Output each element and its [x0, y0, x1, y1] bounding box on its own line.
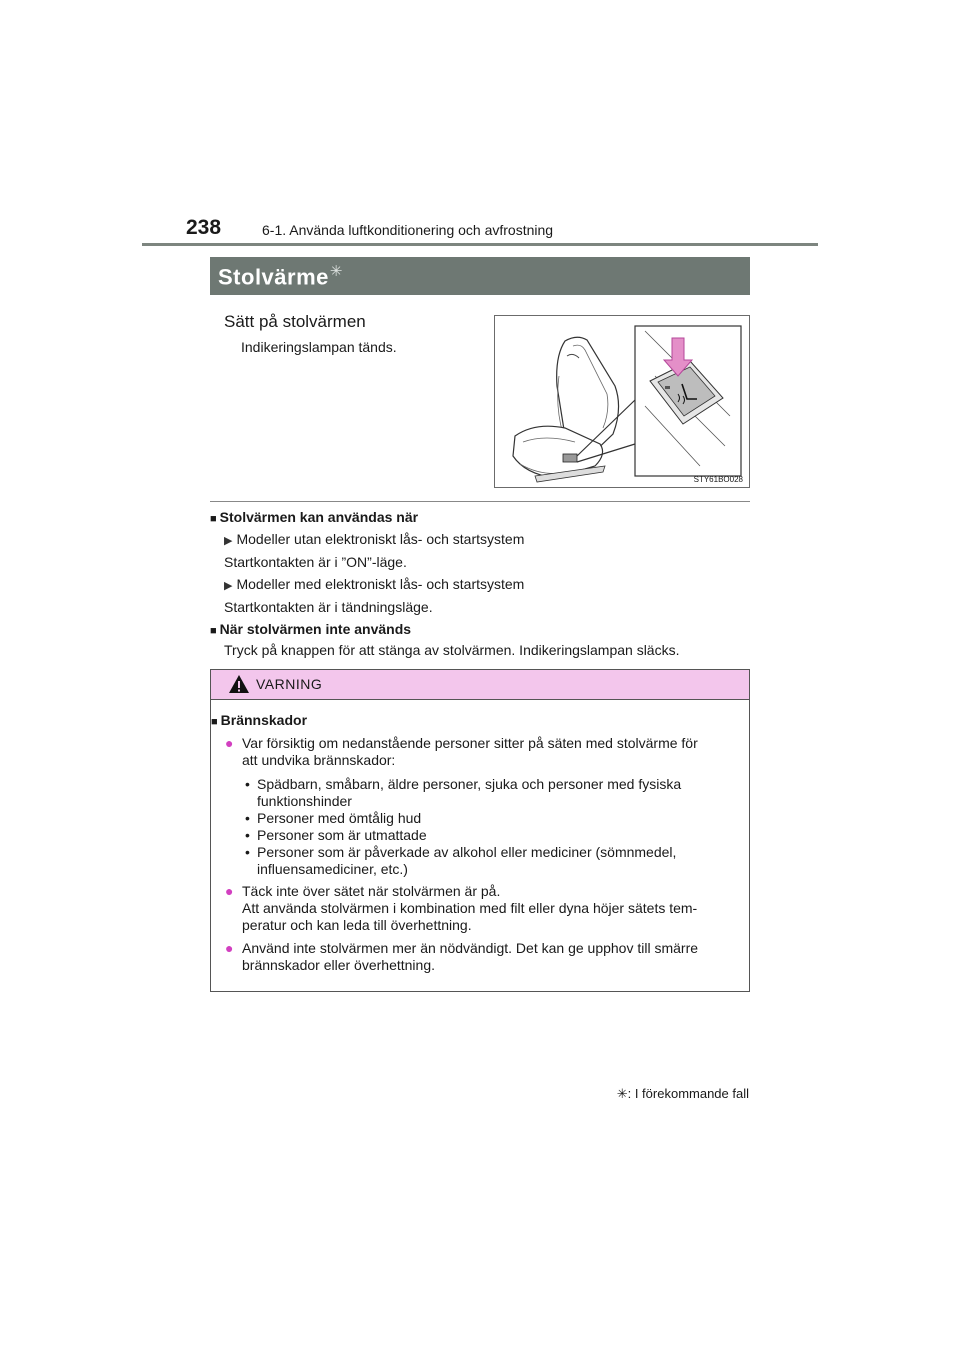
condition-without-smart-key: ▶ Modeller utan elektroniskt lås- och startsystem — [224, 531, 525, 547]
warning-p3-line2: brännskador eller överhettning. — [242, 957, 436, 973]
square-bullet-icon: ■ — [211, 716, 218, 728]
section-title-bar — [210, 257, 750, 295]
warning-p3-line1: Använd inte stolvärmen mer än nödvändigt. Det kan ge upphov till smärre — [242, 940, 699, 956]
warning-heading: ■ Brännskador — [211, 712, 308, 728]
warning-p2-line3: peratur och kan leda till överhettning. — [242, 917, 472, 933]
turn-off-instruction: Tryck på knappen för att stänga av stolvärmen. Indikeringslampan släcks. — [224, 642, 680, 658]
warning-box — [210, 669, 750, 992]
heading-when-not-used: ■ När stolvärmen inte används — [210, 621, 412, 637]
footnote: ✳: I förekommande fall — [616, 1086, 749, 1101]
warning-dot-icon: ● — [225, 883, 234, 899]
seat-illustration-svg — [495, 316, 749, 487]
condition-text-2: Startkontakten är i tändningsläge. — [224, 599, 433, 615]
warning-sub4-line1: Personer som är påverkade av alkohol eller mediciner (sömnmedel, — [257, 844, 677, 860]
triangle-bullet-icon: ▶ — [224, 580, 233, 592]
warning-sub3: Personer som är utmattade — [257, 827, 427, 843]
warning-header — [211, 670, 749, 700]
heading-when-usable: ■ Stolvärmen kan användas när — [210, 509, 419, 525]
triangle-bullet-icon: ▶ — [224, 535, 233, 547]
warning-triangle-icon — [228, 674, 250, 694]
chapter-title: 6-1. Använda luftkonditionering och avfrostning — [262, 222, 554, 238]
page-number: 238 — [186, 216, 222, 239]
warning-label: VARNING — [256, 676, 323, 692]
section-title: Stolvärme✳ — [218, 263, 343, 290]
warning-dot-icon: ● — [225, 940, 234, 956]
asterisk-icon: ✳ — [329, 263, 343, 280]
warning-sub1-line2: funktionshinder — [257, 793, 352, 809]
warning-p2-line1: Täck inte över sätet när stolvärmen är på. — [242, 883, 501, 899]
asterisk-icon: ✳ — [616, 1086, 628, 1101]
warning-sub1-line1: Spädbarn, småbarn, äldre personer, sjuka och personer med fysiska — [257, 776, 682, 792]
warning-sub2: Personer med ömtålig hud — [257, 810, 422, 826]
figure-code: STY61BO028 — [693, 475, 743, 484]
step-label: Sätt på stolvärmen — [224, 312, 366, 331]
square-bullet-icon: ■ — [210, 513, 217, 525]
warning-p1-line1: Var försiktig om nedanstående personer sitter på säten med stolvärme för — [242, 735, 698, 751]
section-divider — [210, 501, 750, 502]
sub-bullet-icon: • — [245, 827, 250, 843]
step-description: Indikeringslampan tänds. — [241, 339, 397, 355]
square-bullet-icon: ■ — [210, 625, 217, 637]
warning-dot-icon: ● — [225, 735, 234, 751]
warning-p1-line2: att undvika brännskador: — [242, 752, 396, 768]
sub-bullet-icon: • — [245, 810, 250, 826]
sub-bullet-icon: • — [245, 844, 250, 860]
warning-p2-line2: Att använda stolvärmen i kombination med filt eller dyna höjer sätets tem- — [242, 900, 698, 916]
sub-bullet-icon: • — [245, 776, 250, 792]
seat-heater-illustration — [494, 315, 750, 488]
warning-sub4-line2: influensamediciner, etc.) — [257, 861, 408, 877]
header-rule — [142, 243, 818, 246]
condition-with-smart-key: ▶ Modeller med elektroniskt lås- och startsystem — [224, 576, 525, 592]
condition-text-1: Startkontakten är i ”ON”-läge. — [224, 554, 407, 570]
